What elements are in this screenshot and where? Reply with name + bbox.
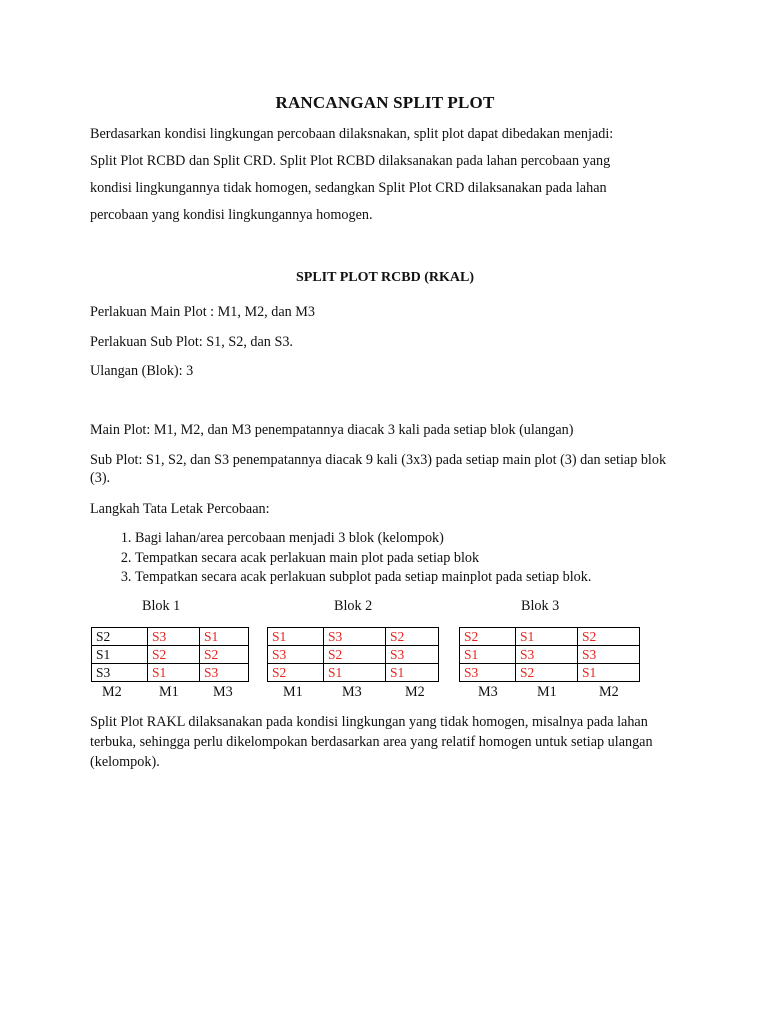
- main-plot-label: M2: [405, 684, 425, 700]
- grid-cell: S1: [92, 646, 148, 664]
- intro-line: percobaan yang kondisi lingkungannya homogen.: [90, 207, 373, 223]
- grid-cell: S1: [460, 646, 516, 664]
- sub-plot-note: Sub Plot: S1, S2, dan S3 penempatannya diacak 9 kali (3x3) pada setiap main plot (3) dan setiap blok (3).: [90, 452, 667, 486]
- grid-cell: S1: [148, 664, 200, 682]
- sub-plot-treatment: Perlakuan Sub Plot: S1, S2, dan S3.: [90, 334, 293, 350]
- section-title: SPLIT PLOT RCBD (RKAL): [295, 270, 474, 285]
- grid-cell: S2: [324, 646, 386, 664]
- table-row: [268, 664, 439, 682]
- table-row: [92, 664, 249, 682]
- replication-count: Ulangan (Blok): 3: [90, 363, 194, 379]
- grid-cell: S2: [200, 646, 249, 664]
- main-plot-label: M3: [342, 684, 362, 700]
- grid-cell: S2: [516, 664, 578, 682]
- table-row: [460, 628, 640, 646]
- grid-cell: S2: [148, 646, 200, 664]
- steps-list: [90, 529, 591, 588]
- table-row: [460, 646, 640, 664]
- grid-cell: S3: [516, 646, 578, 664]
- grid-cell: S1: [386, 664, 439, 682]
- step-item: 3. Tempatkan secara acak perlakuan subplot pada setiap mainplot pada setiap blok.: [135, 568, 591, 588]
- document-title: RANCANGAN SPLIT PLOT: [275, 93, 495, 112]
- table-row: [268, 646, 439, 664]
- grid-cell: S3: [148, 628, 200, 646]
- main-plot-label: M1: [159, 684, 179, 700]
- grid-cell: S2: [578, 628, 640, 646]
- main-plot-note: Main Plot: M1, M2, dan M3 penempatannya diacak 3 kali pada setiap blok (ulangan): [90, 422, 574, 438]
- grid-cell: S3: [578, 646, 640, 664]
- grid-cell: S2: [268, 664, 324, 682]
- grid-cell: S2: [92, 628, 148, 646]
- grid-cell: S1: [268, 628, 324, 646]
- intro-paragraph: [90, 121, 680, 229]
- table-row: [460, 664, 640, 682]
- step-item: 2. Tempatkan secara acak perlakuan main plot pada setiap blok: [135, 549, 591, 569]
- main-plot-label: M3: [478, 684, 498, 700]
- step-item: 1. Bagi lahan/area percobaan menjadi 3 blok (kelompok): [135, 529, 591, 549]
- grid-cell: S3: [268, 646, 324, 664]
- grid-cell: S3: [324, 628, 386, 646]
- main-plot-label: M2: [599, 684, 619, 700]
- grid-cell: S3: [200, 664, 249, 682]
- grid-cell: S1: [324, 664, 386, 682]
- intro-line: Berdasarkan kondisi lingkungan percobaan dilaksnakan, split plot dapat dibedakan menjadi:: [90, 126, 614, 142]
- main-plot-label: M2: [102, 684, 122, 700]
- table-row: [268, 628, 439, 646]
- grid-cell: S1: [578, 664, 640, 682]
- main-plot-treatment: Perlakuan Main Plot : M1, M2, dan M3: [90, 304, 316, 320]
- grid-cell: S2: [386, 628, 439, 646]
- grid-cell: S1: [516, 628, 578, 646]
- block-label: Blok 1: [142, 598, 181, 614]
- table-row: [92, 628, 249, 646]
- grid-cell: S2: [460, 628, 516, 646]
- grid-cell: S3: [92, 664, 148, 682]
- steps-heading: Langkah Tata Letak Percobaan:: [90, 501, 270, 517]
- block-label: Blok 2: [334, 598, 373, 614]
- closing-paragraph: Split Plot RAKL dilaksanakan pada kondisi lingkungan yang tidak homogen, misalnya pada lahan terbuka, sehingga perlu dikelompokan berdasarkan area yang relatif homogen untuk setiap ulangan (kelompok).: [90, 714, 653, 770]
- block-grid: [91, 627, 249, 682]
- intro-line: kondisi lingkungannya tidak homogen, sedangkan Split Plot CRD dilaksanakan pada lahan: [90, 180, 607, 196]
- intro-line: Split Plot RCBD dan Split CRD. Split Plot RCBD dilaksanakan pada lahan percobaan yang: [90, 153, 611, 169]
- main-plot-label: M1: [283, 684, 303, 700]
- grid-cell: S3: [460, 664, 516, 682]
- block-grid: [267, 627, 439, 682]
- grid-cell: S1: [200, 628, 249, 646]
- table-row: [92, 646, 249, 664]
- main-plot-label: M3: [213, 684, 233, 700]
- block-label: Blok 3: [521, 598, 560, 614]
- main-plot-label: M1: [537, 684, 557, 700]
- grid-cell: S3: [386, 646, 439, 664]
- block-grid: [459, 627, 640, 682]
